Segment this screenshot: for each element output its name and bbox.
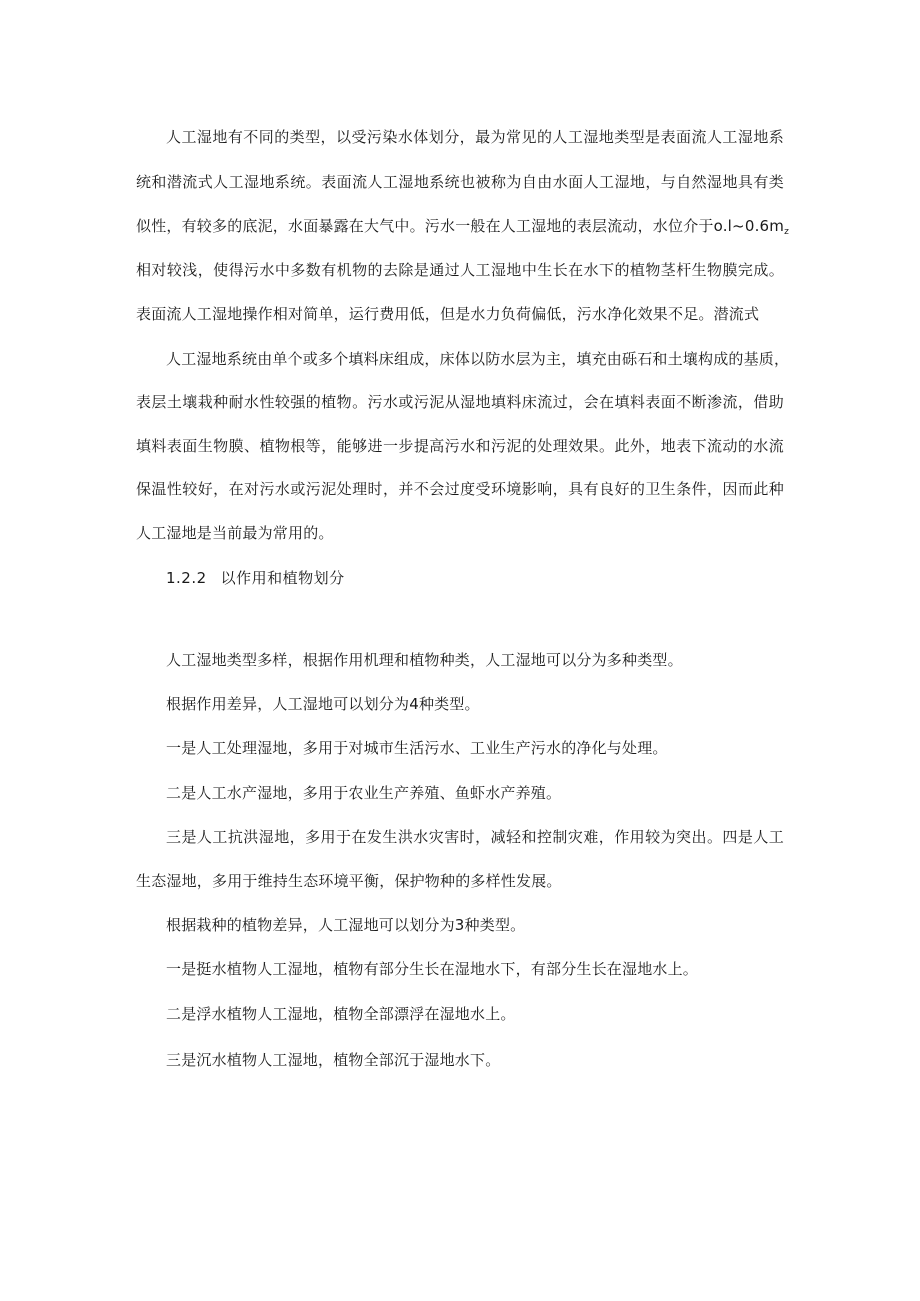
- subscript: z: [784, 227, 790, 237]
- paragraph-line: 根据栽种的植物差异，人工湿地可以划分为3种类型。: [166, 916, 526, 934]
- section-number: 1.2.2: [166, 569, 207, 587]
- list-item: 三是人工抗洪湿地，多用于在发生洪水灾害时，减轻和控制灾难，作用较为突出。四是人工: [166, 828, 784, 846]
- paragraph-line: 生态湿地，多用于维持生态环境平衡，保护物种的多样性发展。: [136, 872, 562, 890]
- paragraph-line: 保温性较好，在对污水或污泥处理时，并不会过度受环境影响，具有良好的卫生条件，因而此种: [136, 480, 784, 498]
- paragraph-line: 人工湿地是当前最为常用的。: [136, 524, 334, 542]
- paragraph-line: 人工湿地有不同的类型，以受污染水体划分，最为常见的人工湿地类型是表面流人工湿地系: [166, 128, 784, 146]
- paragraph-line: 人工湿地系统由单个或多个填料床组成，床体以防水层为主，填充由砾石和土壤构成的基质，: [166, 350, 790, 368]
- paragraph-line: 填料表面生物膜、植物根等，能够进一步提高污水和污泥的处理效果。此外，地表下流动的水流: [136, 437, 784, 455]
- section-heading: [166, 568, 345, 588]
- paragraph-line-text: 似性，有较多的底泥，水面暴露在大气中。污水一般在人工湿地的表层流动，水位介于o.l~0.6m: [136, 217, 785, 235]
- list-item: 一是挺水植物人工湿地，植物有部分生长在湿地水下，有部分生长在湿地水上。: [166, 960, 699, 978]
- section-title: 以作用和植物划分: [220, 569, 345, 587]
- list-item: 一是人工处理湿地，多用于对城市生活污水、工业生产污水的净化与处理。: [166, 739, 668, 757]
- paragraph-line: 统和潜流式人工湿地系统。表面流人工湿地系统也被称为自由水面人工湿地，与自然湿地具有类: [136, 173, 784, 191]
- list-item: 三是沉水植物人工湿地，植物全部沉于湿地水下。: [166, 1051, 501, 1069]
- list-item: 二是人工水产湿地，多用于农业生产养殖、鱼虾水产养殖。: [166, 784, 562, 802]
- paragraph-line: 相对较浅，使得污水中多数有机物的去除是通过人工湿地中生长在水下的植物茎杆生物膜完成。: [136, 261, 784, 279]
- paragraph-line: 表层土壤栽种耐水性较强的植物。污水或污泥从湿地填料床流过，会在填料表面不断渗流，借助: [136, 393, 784, 411]
- list-item: 二是浮水植物人工湿地，植物全部漂浮在湿地水上。: [166, 1005, 516, 1023]
- paragraph-line: 根据作用差异，人工湿地可以划分为4种类型。: [166, 695, 480, 713]
- paragraph-line: [136, 216, 790, 242]
- paragraph-line: 表面流人工湿地操作相对简单，运行费用低，但是水力负荷偏低，污水净化效果不足。潜流式: [136, 305, 760, 323]
- paragraph-line: 人工湿地类型多样，根据作用机理和植物种类，人工湿地可以分为多种类型。: [166, 651, 683, 669]
